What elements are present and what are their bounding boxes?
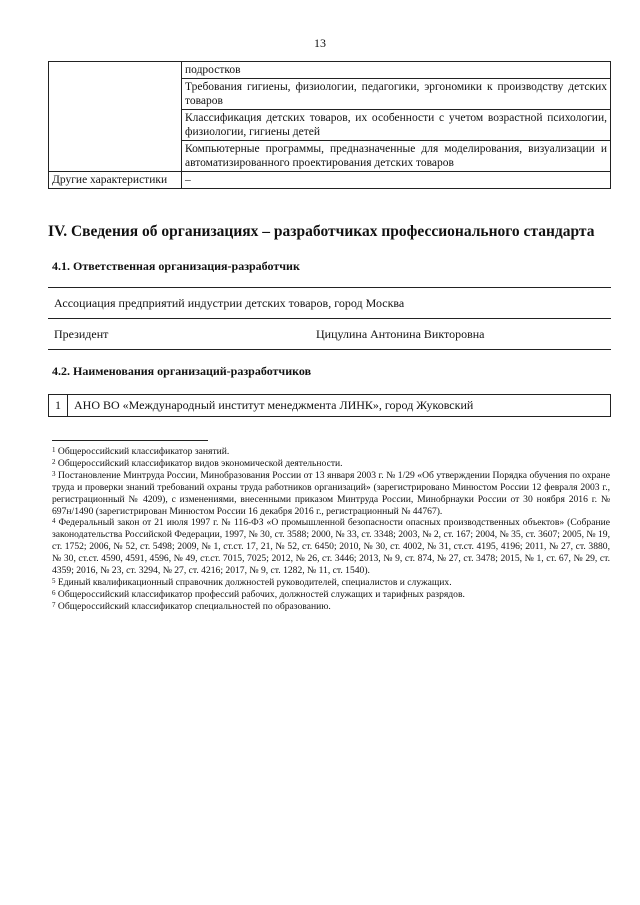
subsection-heading-developers: 4.2. Наименования организаций-разработчиков xyxy=(52,364,312,378)
footnote xyxy=(52,470,610,518)
footnote xyxy=(52,517,610,577)
footnote-number: 7 xyxy=(52,600,56,609)
footnote-separator xyxy=(52,440,208,441)
footnotes xyxy=(52,446,610,613)
footnote-number: 2 xyxy=(52,457,56,466)
footnote xyxy=(52,589,610,601)
footnote xyxy=(52,601,610,613)
footnote-number: 4 xyxy=(52,517,56,526)
table-cell-label xyxy=(49,62,182,172)
table-cell-item: Требования гигиены, физиологии, педагогики, эргономики к производству детских товаров xyxy=(182,79,611,110)
footnote-text: Общероссийский классификатор специальностей по образованию. xyxy=(57,600,331,612)
table-row xyxy=(49,395,611,417)
table-row xyxy=(49,62,611,79)
table-cell-label: Другие характеристики xyxy=(49,172,182,189)
footnote-text: Общероссийский классификатор профессий рабочих, должностей служащих и тарифных разрядов. xyxy=(57,588,465,600)
footnote xyxy=(52,446,610,458)
footnote xyxy=(52,577,610,589)
footnote-text: Общероссийский классификатор занятий. xyxy=(57,446,230,457)
table-cell-item: Классификация детских товаров, их особенности с учетом возрастной психологии, физиологии, гигиены детей xyxy=(182,110,611,141)
footnote-number: 1 xyxy=(52,446,56,454)
row-number: 1 xyxy=(49,395,68,417)
footnote-text: Постановление Минтруда России, Минобразования России от 13 января 2003 г. № 1/29 «Об утверждении Порядка обучения по охране труда и проверки знаний требований охраны труда работников организаций» (зарегистрировано Минюстом России 12 февраля 2003 г., регистрационный № 4209), с изменениями, внесенными приказом Минтруда России, Минобрнауки России от 30 ноября 2016 г. № 697н/1490 (зарегистрирован Минюстом России 16 декабря 2016 г., регистрационный № 44767). xyxy=(52,469,610,517)
table-row xyxy=(49,172,611,189)
organization-name: Ассоциация предприятий индустрии детских товаров, город Москва xyxy=(48,288,611,319)
table-cell-item: – xyxy=(182,172,611,189)
footnote-number: 6 xyxy=(52,588,56,597)
footnote-text: Федеральный закон от 21 июля 1997 г. № 116-ФЗ «О промышленной безопасности опасных производственных объектов» (Собрание законодательства Российской Федерации, 1997, № 30, ст. 3588; 2000, № 33, ст. 3348; 2003, № 2, ст. 167; 2004, № 35, ст. 3607; 2005, № 19, ст. 1752; 2006, № 52, ст. 5498; 2009, № 1, ст.ст. 17, 21, № 52, ст. 6450; 2010, № 30, ст. 4002, № 31, ст.ст. 4195, 4196; 2011, № 27, ст. 3880, № 30, ст.ст. 4590, 4591, 4596, № 49, ст.ст. 7015, 7025; 2012, № 26, ст. 3446; 2013, № 9, ст. 874, № 27, ст. 3478; 2015, № 1, ст. 67, № 29, ст. 4359; 2016, № 23, ст. 3294, № 27, ст. 4216; 2017, № 9, ст. 1282, № 11, ст. 1540). xyxy=(52,517,610,577)
developer-name: АНО ВО «Международный институт менеджмента ЛИНК», город Жуковский xyxy=(68,395,611,417)
person-name: Цицулина Антонина Викторовна xyxy=(310,319,611,350)
table-row xyxy=(48,288,611,319)
table-row xyxy=(48,319,611,350)
subsection-heading-responsible: 4.1. Ответственная организация-разработчик xyxy=(52,259,300,273)
table-cell-item: Компьютерные программы, предназначенные для моделирования, визуализации и автоматизированного проектирования детских товаров xyxy=(182,141,611,172)
table-cell-item: подростков xyxy=(182,62,611,79)
responsible-organization-table xyxy=(48,287,611,350)
position-title: Президент xyxy=(48,319,310,350)
section-heading: IV. Сведения об организациях – разработчиках профессионального стандарта xyxy=(48,223,595,240)
footnote xyxy=(52,458,610,470)
characteristics-table xyxy=(48,61,611,189)
footnote-text: Единый квалификационный справочник должностей руководителей, специалистов и служащих. xyxy=(57,576,452,588)
footnote-number: 3 xyxy=(52,469,56,478)
footnote-number: 5 xyxy=(52,576,56,585)
footnote-text: Общероссийский классификатор видов экономической деятельности. xyxy=(57,457,343,469)
developers-table xyxy=(48,394,611,417)
page-number: 13 xyxy=(314,36,326,50)
